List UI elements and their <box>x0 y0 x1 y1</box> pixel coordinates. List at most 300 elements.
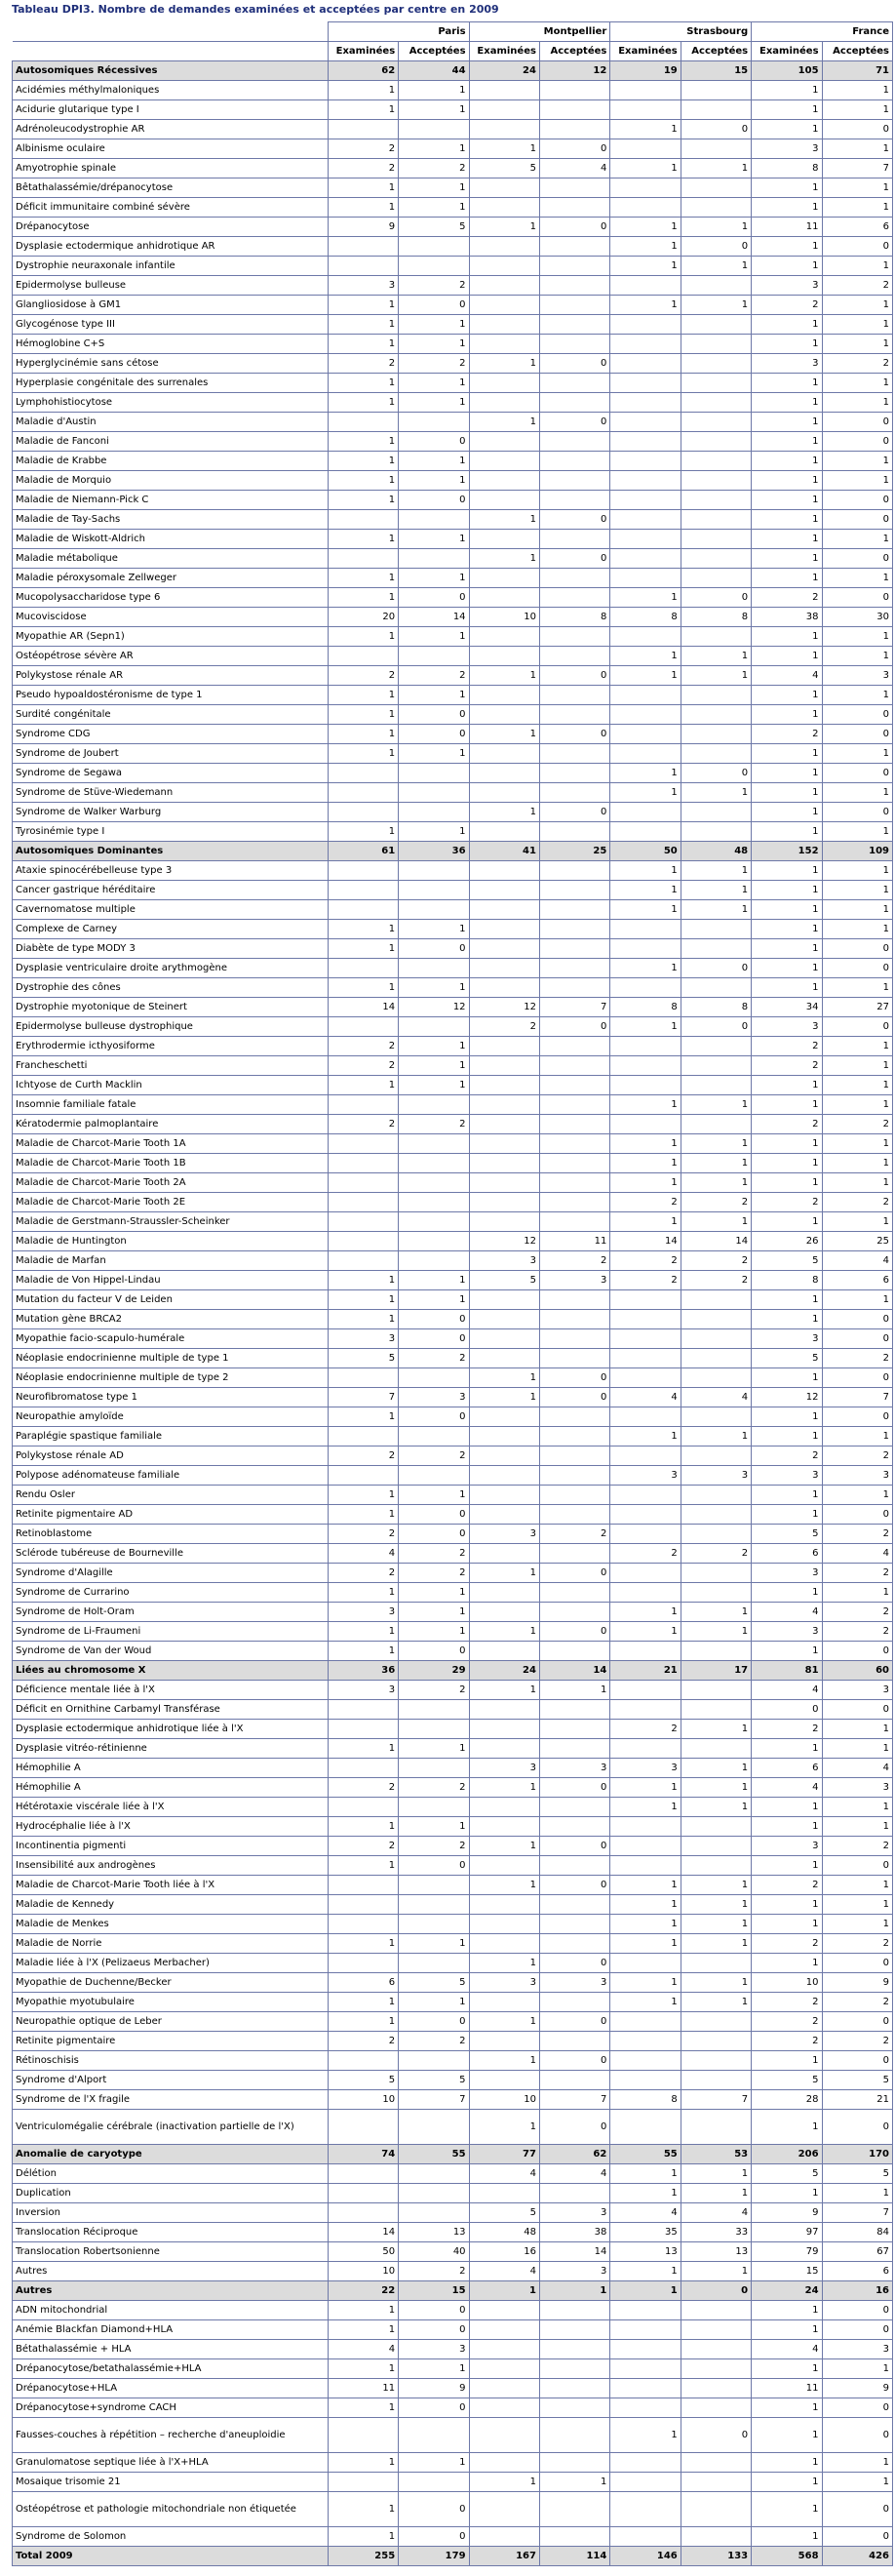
accepted-count <box>539 1310 609 1329</box>
condition-name: Amyotrophie spinale <box>13 159 329 178</box>
examined-count: 1 <box>328 569 398 588</box>
examined-count: 3 <box>469 1759 539 1778</box>
examined-count <box>469 2184 539 2203</box>
examined-count <box>469 1447 539 1466</box>
requests-table <box>12 21 893 2566</box>
condition-name: Hémophilie A <box>13 1778 329 1798</box>
examined-count: 1 <box>610 861 681 881</box>
examined-count <box>469 296 539 315</box>
condition-name: Mucoviscidose <box>13 608 329 627</box>
accepted-count <box>681 1739 751 1759</box>
accepted-count <box>539 276 609 296</box>
accepted-count <box>399 2184 469 2203</box>
examined-count: 1 <box>469 413 539 432</box>
examined-count <box>328 1915 398 1934</box>
examined-count: 20 <box>328 608 398 627</box>
table-row <box>13 198 893 218</box>
table-row <box>13 1388 893 1407</box>
table-row <box>13 1193 893 1212</box>
accepted-count: 8 <box>681 608 751 627</box>
condition-name: Maladie de Norrie <box>13 1934 329 1954</box>
accepted-count <box>399 881 469 900</box>
examined-count <box>610 569 681 588</box>
accepted-count: 0 <box>399 2398 469 2418</box>
table-row <box>13 1407 893 1427</box>
examined-count <box>469 2418 539 2453</box>
accepted-count: 0 <box>399 1310 469 1329</box>
accepted-count <box>681 978 751 998</box>
examined-count <box>328 764 398 783</box>
examined-count: 1 <box>752 1368 822 1388</box>
examined-count: 2 <box>752 1876 822 1895</box>
examined-count: 1 <box>752 744 822 764</box>
examined-count: 1 <box>752 471 822 491</box>
condition-name: Syndrome de Li-Fraumeni <box>13 1622 329 1642</box>
condition-name: Dysplasie ventriculaire droite arythmogène <box>13 959 329 978</box>
accepted-count <box>399 2203 469 2223</box>
examined-count <box>610 1564 681 1583</box>
accepted-count: 7 <box>539 2090 609 2110</box>
examined-count <box>469 2527 539 2547</box>
accepted-count <box>681 139 751 159</box>
subheader-acceptees: Acceptées <box>539 42 609 61</box>
accepted-count <box>539 178 609 198</box>
examined-count: 1 <box>469 2473 539 2492</box>
accepted-count: 1 <box>822 1817 892 1837</box>
accepted-count: 8 <box>681 998 751 1017</box>
accepted-count: 0 <box>681 237 751 257</box>
condition-name: Mutation du facteur V de Leiden <box>13 1290 329 1310</box>
examined-count: 3 <box>752 1017 822 1037</box>
examined-count: 1 <box>752 1817 822 1837</box>
accepted-count: 1 <box>681 1993 751 2012</box>
accepted-count: 12 <box>539 61 609 81</box>
examined-count <box>328 1232 398 1251</box>
accepted-count: 0 <box>399 491 469 510</box>
examined-count <box>469 1700 539 1720</box>
examined-count: 1 <box>328 491 398 510</box>
accepted-count: 27 <box>822 998 892 1017</box>
condition-name: Fausses-couches à répétition – recherche d'aneuploidie <box>13 2418 329 2453</box>
subheader-examinees: Examinées <box>469 42 539 61</box>
examined-count: 1 <box>752 374 822 393</box>
accepted-count: 0 <box>822 764 892 783</box>
examined-count: 1 <box>752 2359 822 2379</box>
examined-count: 255 <box>328 2547 398 2566</box>
examined-count <box>328 1212 398 1232</box>
accepted-count <box>539 374 609 393</box>
accepted-count <box>681 1076 751 1095</box>
examined-count <box>610 471 681 491</box>
accepted-count: 1 <box>399 1486 469 1505</box>
examined-count: 1 <box>328 588 398 608</box>
examined-count: 1 <box>752 1290 822 1310</box>
examined-count <box>469 1056 539 1076</box>
examined-count: 3 <box>328 1329 398 1349</box>
table-row <box>13 218 893 237</box>
condition-name: Rendu Osler <box>13 1486 329 1505</box>
accepted-count <box>399 1232 469 1251</box>
examined-count <box>469 100 539 120</box>
examined-count: 12 <box>469 998 539 1017</box>
examined-count: 1 <box>752 881 822 900</box>
accepted-count: 1 <box>822 822 892 842</box>
accepted-count: 1 <box>681 1622 751 1642</box>
accepted-count: 2 <box>822 354 892 374</box>
examined-count <box>469 569 539 588</box>
table-row <box>13 2340 893 2359</box>
condition-name: Bêtathalassémie/drépanocytose <box>13 178 329 198</box>
examined-count: 35 <box>610 2223 681 2242</box>
accepted-count <box>539 2418 609 2453</box>
examined-count: 1 <box>752 1798 822 1817</box>
examined-count <box>469 1329 539 1349</box>
table-row <box>13 1134 893 1154</box>
condition-name: Albinisme oculaire <box>13 139 329 159</box>
accepted-count: 1 <box>681 2184 751 2203</box>
accepted-count: 1 <box>822 471 892 491</box>
accepted-count: 0 <box>399 588 469 608</box>
table-row <box>13 276 893 296</box>
examined-count <box>610 432 681 452</box>
examined-count: 1 <box>752 1310 822 1329</box>
accepted-count: 0 <box>822 1017 892 1037</box>
examined-count <box>469 2359 539 2379</box>
examined-count: 2 <box>328 159 398 178</box>
accepted-count <box>539 1349 609 1368</box>
table-row <box>13 1251 893 1271</box>
accepted-count: 1 <box>822 1720 892 1739</box>
examined-count: 0 <box>752 1700 822 1720</box>
examined-count <box>469 1993 539 2012</box>
condition-name: Maladie de Charcot-Marie Tooth 1B <box>13 1154 329 1173</box>
condition-name: Maladie de Charcot-Marie Tooth 1A <box>13 1134 329 1154</box>
accepted-count <box>399 1251 469 1271</box>
condition-name: Maladie de Wiskott-Aldrich <box>13 530 329 549</box>
examined-count <box>328 549 398 569</box>
category-label: Autosomiques Dominantes <box>13 842 329 861</box>
accepted-count: 0 <box>399 1505 469 1525</box>
accepted-count: 0 <box>822 2398 892 2418</box>
accepted-count <box>681 1310 751 1329</box>
accepted-count: 1 <box>822 627 892 647</box>
accepted-count: 2 <box>822 1603 892 1622</box>
examined-count: 1 <box>610 1973 681 1993</box>
table-row <box>13 120 893 139</box>
accepted-count: 1 <box>681 257 751 276</box>
table-row <box>13 81 893 100</box>
examined-count: 1 <box>469 1681 539 1700</box>
accepted-count: 4 <box>539 159 609 178</box>
accepted-count: 2 <box>399 159 469 178</box>
table-row <box>13 1173 893 1193</box>
examined-count <box>469 393 539 413</box>
condition-name: Drépanocytose+syndrome CACH <box>13 2398 329 2418</box>
table-row <box>13 1876 893 1895</box>
accepted-count: 1 <box>681 1134 751 1154</box>
examined-count: 1 <box>469 666 539 686</box>
examined-count: 1 <box>752 178 822 198</box>
table-row <box>13 900 893 920</box>
examined-count <box>469 2032 539 2051</box>
examined-count <box>328 959 398 978</box>
accepted-count <box>539 1173 609 1193</box>
table-row <box>13 803 893 822</box>
table-row <box>13 627 893 647</box>
accepted-count <box>399 1173 469 1193</box>
accepted-count <box>539 1739 609 1759</box>
accepted-count: 2 <box>399 354 469 374</box>
examined-count: 1 <box>752 1173 822 1193</box>
examined-count: 3 <box>752 1329 822 1349</box>
category-row <box>13 842 893 861</box>
condition-name: Syndrome de Walker Warburg <box>13 803 329 822</box>
accepted-count: 2 <box>539 1525 609 1544</box>
accepted-count: 40 <box>399 2242 469 2262</box>
accepted-count: 2 <box>399 276 469 296</box>
accepted-count: 5 <box>399 218 469 237</box>
examined-count <box>469 315 539 335</box>
condition-name: Maladie de Kennedy <box>13 1895 329 1915</box>
examined-count: 1 <box>610 959 681 978</box>
accepted-count <box>539 81 609 100</box>
table-row <box>13 1798 893 1817</box>
table-row <box>13 432 893 452</box>
examined-count <box>610 2340 681 2359</box>
examined-count <box>328 1700 398 1720</box>
examined-count: 1 <box>752 491 822 510</box>
condition-name: Erythrodermie icthyosiforme <box>13 1037 329 1056</box>
accepted-count: 0 <box>539 354 609 374</box>
table-row <box>13 510 893 530</box>
examined-count: 2 <box>328 666 398 686</box>
accepted-count <box>399 647 469 666</box>
examined-count: 1 <box>328 744 398 764</box>
accepted-count <box>539 2527 609 2547</box>
examined-count <box>469 2492 539 2527</box>
accepted-count: 0 <box>822 2492 892 2527</box>
examined-count: 6 <box>328 1973 398 1993</box>
examined-count <box>610 2051 681 2071</box>
examined-count: 1 <box>328 725 398 744</box>
examined-count: 152 <box>752 842 822 861</box>
examined-count <box>610 2301 681 2320</box>
examined-count: 1 <box>328 920 398 939</box>
table-row <box>13 393 893 413</box>
table-row <box>13 998 893 1017</box>
examined-count: 6 <box>752 1544 822 1564</box>
condition-name: Dysplasie ectodermique anhidrotique AR <box>13 237 329 257</box>
examined-count: 1 <box>752 432 822 452</box>
examined-count: 1 <box>469 218 539 237</box>
examined-count <box>610 1700 681 1720</box>
accepted-count: 0 <box>822 1329 892 1349</box>
condition-name: Polykystose rénale AR <box>13 666 329 686</box>
condition-name: Myopathie AR (Sepn1) <box>13 627 329 647</box>
accepted-count: 1 <box>822 978 892 998</box>
table-row <box>13 1037 893 1056</box>
table-row <box>13 2453 893 2473</box>
examined-count <box>469 959 539 978</box>
table-row <box>13 2527 893 2547</box>
accepted-count <box>539 822 609 842</box>
condition-name: Incontinentia pigmenti <box>13 1837 329 1856</box>
examined-count <box>610 374 681 393</box>
condition-name: Neuropathie amyloïde <box>13 1407 329 1427</box>
accepted-count: 1 <box>822 1290 892 1310</box>
accepted-count: 1 <box>399 1271 469 1290</box>
accepted-count <box>539 257 609 276</box>
examined-count <box>328 900 398 920</box>
accepted-count <box>539 432 609 452</box>
examined-count: 1 <box>328 1076 398 1095</box>
subheader-acceptees: Acceptées <box>681 42 751 61</box>
accepted-count: 7 <box>822 159 892 178</box>
accepted-count: 1 <box>681 1154 751 1173</box>
examined-count <box>469 2071 539 2090</box>
accepted-count <box>399 1212 469 1232</box>
examined-count: 4 <box>469 2262 539 2281</box>
accepted-count <box>399 1876 469 1895</box>
accepted-count: 53 <box>681 2145 751 2164</box>
accepted-count <box>681 510 751 530</box>
condition-name: Myopathie myotubulaire <box>13 1993 329 2012</box>
condition-name: Epidermolyse bulleuse dystrophique <box>13 1017 329 1037</box>
accepted-count <box>539 2320 609 2340</box>
examined-count: 1 <box>610 2164 681 2184</box>
table-row <box>13 2359 893 2379</box>
examined-count: 3 <box>328 1681 398 1700</box>
accepted-count <box>681 1642 751 1661</box>
examined-count <box>328 881 398 900</box>
examined-count: 10 <box>328 2262 398 2281</box>
examined-count: 1 <box>328 315 398 335</box>
examined-count: 2 <box>752 588 822 608</box>
condition-name: Déficit immunitaire combiné sévère <box>13 198 329 218</box>
examined-count <box>469 1895 539 1915</box>
accepted-count <box>681 1700 751 1720</box>
accepted-count: 2 <box>399 1349 469 1368</box>
examined-count <box>328 413 398 432</box>
examined-count <box>610 1349 681 1368</box>
table-row <box>13 1349 893 1368</box>
accepted-count: 2 <box>399 1544 469 1564</box>
examined-count <box>469 1739 539 1759</box>
accepted-count <box>399 1193 469 1212</box>
accepted-count: 3 <box>822 1778 892 1798</box>
accepted-count: 1 <box>681 296 751 315</box>
accepted-count: 1 <box>399 139 469 159</box>
accepted-count <box>539 1212 609 1232</box>
examined-count: 61 <box>328 842 398 861</box>
accepted-count: 2 <box>822 1525 892 1544</box>
examined-count <box>469 120 539 139</box>
condition-name: Surdité congénitale <box>13 705 329 725</box>
accepted-count: 1 <box>399 471 469 491</box>
centre-header-montpellier: Montpellier <box>469 22 610 42</box>
accepted-count <box>681 335 751 354</box>
examined-count: 2 <box>328 1056 398 1076</box>
accepted-count: 0 <box>822 413 892 432</box>
centre-header-paris: Paris <box>328 22 469 42</box>
condition-name: Maladie métabolique <box>13 549 329 569</box>
accepted-count: 7 <box>539 998 609 1017</box>
examined-count: 1 <box>752 978 822 998</box>
examined-count: 1 <box>610 588 681 608</box>
condition-name: Anémie Blackfan Diamond+HLA <box>13 2320 329 2340</box>
examined-count: 2 <box>752 1115 822 1134</box>
condition-name: Maladie de Menkes <box>13 1915 329 1934</box>
examined-count: 2 <box>752 1037 822 1056</box>
examined-count: 2 <box>328 1447 398 1466</box>
examined-count: 5 <box>469 159 539 178</box>
examined-count <box>610 822 681 842</box>
accepted-count: 2 <box>822 276 892 296</box>
accepted-count: 1 <box>822 100 892 120</box>
examined-count: 1 <box>328 198 398 218</box>
accepted-count: 0 <box>822 1856 892 1876</box>
accepted-count <box>681 432 751 452</box>
accepted-count: 1 <box>681 1603 751 1622</box>
accepted-count: 1 <box>681 647 751 666</box>
table-row <box>13 1115 893 1134</box>
accepted-count <box>399 959 469 978</box>
accepted-count <box>539 1466 609 1486</box>
examined-count: 2 <box>610 1271 681 1290</box>
examined-count: 1 <box>328 100 398 120</box>
accepted-count: 0 <box>399 2320 469 2340</box>
accepted-count <box>539 2359 609 2379</box>
examined-count <box>610 100 681 120</box>
accepted-count: 15 <box>681 61 751 81</box>
examined-count <box>610 549 681 569</box>
examined-count: 1 <box>328 1934 398 1954</box>
examined-count: 1 <box>610 764 681 783</box>
accepted-count: 7 <box>822 2203 892 2223</box>
examined-count <box>610 276 681 296</box>
condition-name: Syndrome d'Alport <box>13 2071 329 2090</box>
examined-count: 1 <box>469 510 539 530</box>
condition-name: Maladie de Morquio <box>13 471 329 491</box>
examined-count <box>469 1310 539 1329</box>
accepted-count: 1 <box>399 393 469 413</box>
accepted-count: 1 <box>399 744 469 764</box>
accepted-count: 0 <box>539 666 609 686</box>
accepted-count: 0 <box>539 1778 609 1798</box>
condition-name: Insensibilité aux androgènes <box>13 1856 329 1876</box>
accepted-count: 0 <box>399 2492 469 2527</box>
accepted-count: 55 <box>399 2145 469 2164</box>
accepted-count: 1 <box>399 1934 469 1954</box>
examined-count <box>469 1154 539 1173</box>
accepted-count <box>681 686 751 705</box>
examined-count <box>469 1427 539 1447</box>
table-row <box>13 1720 893 1739</box>
accepted-count: 2 <box>399 2032 469 2051</box>
examined-count <box>328 1720 398 1739</box>
examined-count <box>328 237 398 257</box>
examined-count <box>610 725 681 744</box>
examined-count <box>469 647 539 666</box>
accepted-count: 0 <box>822 803 892 822</box>
examined-count: 4 <box>752 666 822 686</box>
accepted-count <box>681 374 751 393</box>
accepted-count <box>399 237 469 257</box>
accepted-count: 1 <box>822 686 892 705</box>
accepted-count <box>681 1056 751 1076</box>
table-row <box>13 1271 893 1290</box>
condition-name: Hyperglycinémie sans cétose <box>13 354 329 374</box>
